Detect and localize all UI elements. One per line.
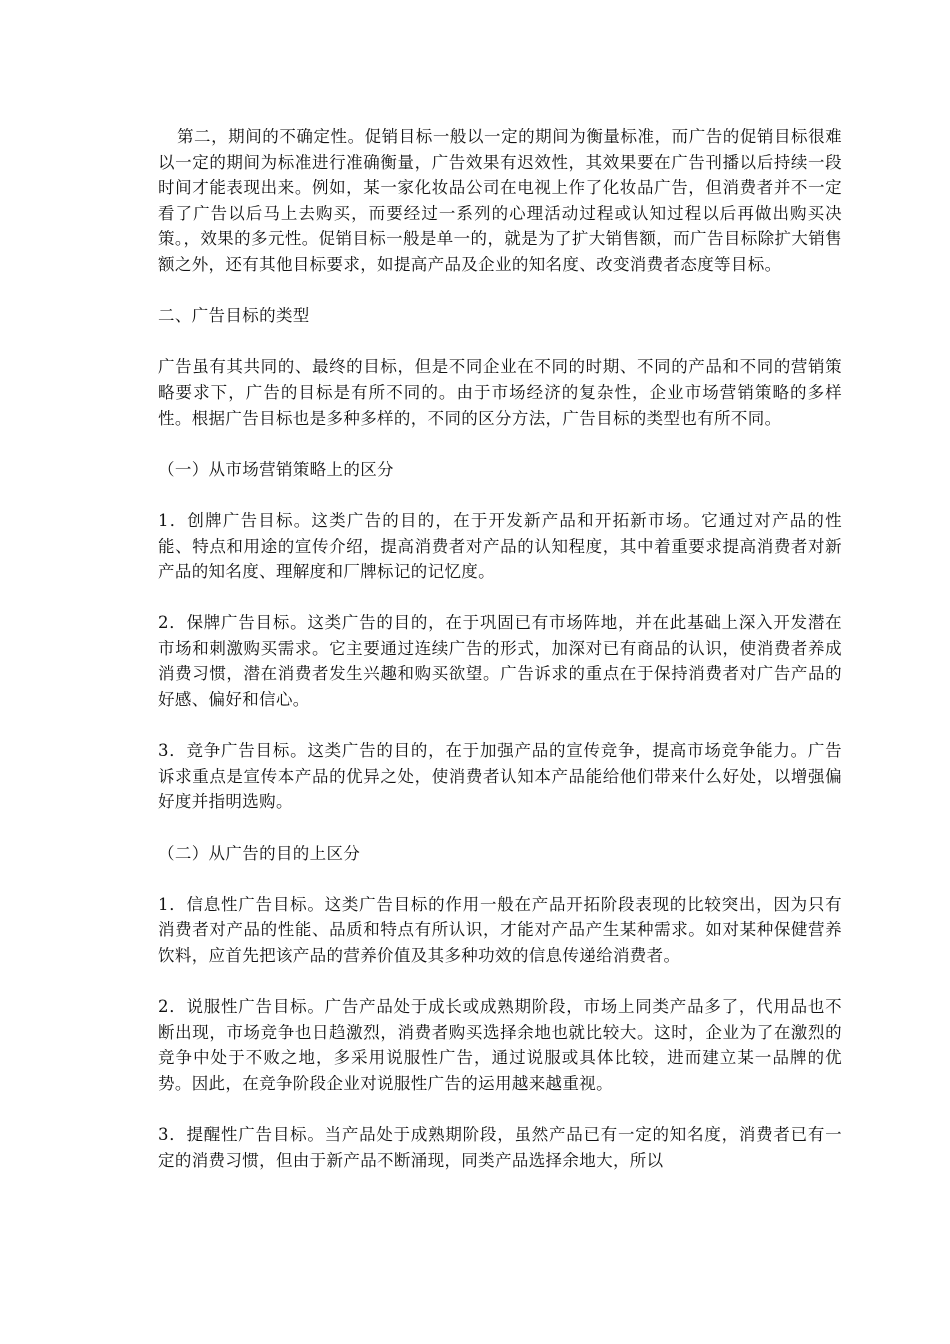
section-heading-ad-goal-types: 二、广告目标的类型 <box>158 306 310 326</box>
paragraph-ad-goal-intro: 广告虽有其共同的、最终的目标，但是不同企业在不同的时期、不同的产品和不同的营销策略要求下，广告的目标是有所不同的。由于市场经济的复杂性，企业市场营销策略的多样性。根据广告目标也是多种多样的，不同的区分方法，广告目标的类型也有所不同。 <box>158 357 842 428</box>
paragraph-reminder-goal: 3．提醒性广告目标。当产品处于成熟期阶段，虽然产品已有一定的知名度，消费者已有一定的消费习惯，但由于新产品不断涌现，同类产品选择余地大，所以 <box>158 1125 842 1170</box>
paragraph-informative-goal: 1．信息性广告目标。这类广告目标的作用一般在产品开拓阶段表现的比较突出，因为只有消费者对产品的性能、品质和特点有所认识，才能对产品产生某种需求。如对某种保健营养饮料，应首先把该产品的营养价值及其多种功效的信息传递给消费者。 <box>158 894 842 965</box>
paragraph-period-uncertainty: 第二，期间的不确定性。促销目标一般以一定的期间为衡量标准，而广告的促销目标很难以一定的期间为标准进行准确衡量，广告效果有迟效性，其效果要在广告刊播以后持续一段时间才能表现出来。例如，某一家化妆品公司在电视上作了化妆品广告，但消费者并不一定看了广告以后马上去购买，而要经过一系列的心理活动过程或认知过程以后再做出购买决策。，效果的多元性。促销目标一般是单一的，就是为了扩大销售额，而广告目标除扩大销售额之外，还有其他目标要求，如提高产品及企业的知名度、改变消费者态度等目标。 <box>158 127 842 274</box>
subsection-heading-marketing-strategy: （一）从市场营销策略上的区分 <box>158 459 394 479</box>
paragraph-brand-retention-goal: 2．保牌广告目标。这类广告的目的，在于巩固已有市场阵地，并在此基础上深入开发潜在市场和刺激购买需求。它主要通过连续广告的形式，加深对已有商品的认识，使消费者养成消费习惯，潜在消费者发生兴趣和购买欲望。广告诉求的重点在于保持消费者对广告产品的好感、偏好和信心。 <box>158 613 842 710</box>
subsection-heading-ad-purpose: （二）从广告的目的上区分 <box>158 843 361 863</box>
document-body <box>158 124 842 1199</box>
paragraph-persuasive-goal: 2．说服性广告目标。广告产品处于成长或成熟期阶段，市场上同类产品多了，代用品也不断出现，市场竞争也日趋激烈，消费者购买选择余地也就比较大。这时，企业为了在激烈的竞争中处于不败之地，多采用说服性广告，通过说服或具体比较，进而建立某一品牌的优势。因此，在竞争阶段企业对说服性广告的运用越来越重视。 <box>158 997 842 1093</box>
paragraph-competition-goal: 3．竞争广告目标。这类广告的目的，在于加强产品的宣传竞争，提高市场竞争能力。广告诉求重点是宣传本产品的优异之处，使消费者认知本产品能给他们带来什么好处，以增强偏好度并指明选购。 <box>158 741 842 812</box>
paragraph-brand-creation-goal: 1．创牌广告目标。这类广告的目的，在于开发新产品和开拓新市场。它通过对产品的性能、特点和用途的宣传介绍，提高消费者对产品的认知程度，其中着重要求提高消费者对新产品的知名度、理解度和厂牌标记的记忆度。 <box>158 510 842 582</box>
